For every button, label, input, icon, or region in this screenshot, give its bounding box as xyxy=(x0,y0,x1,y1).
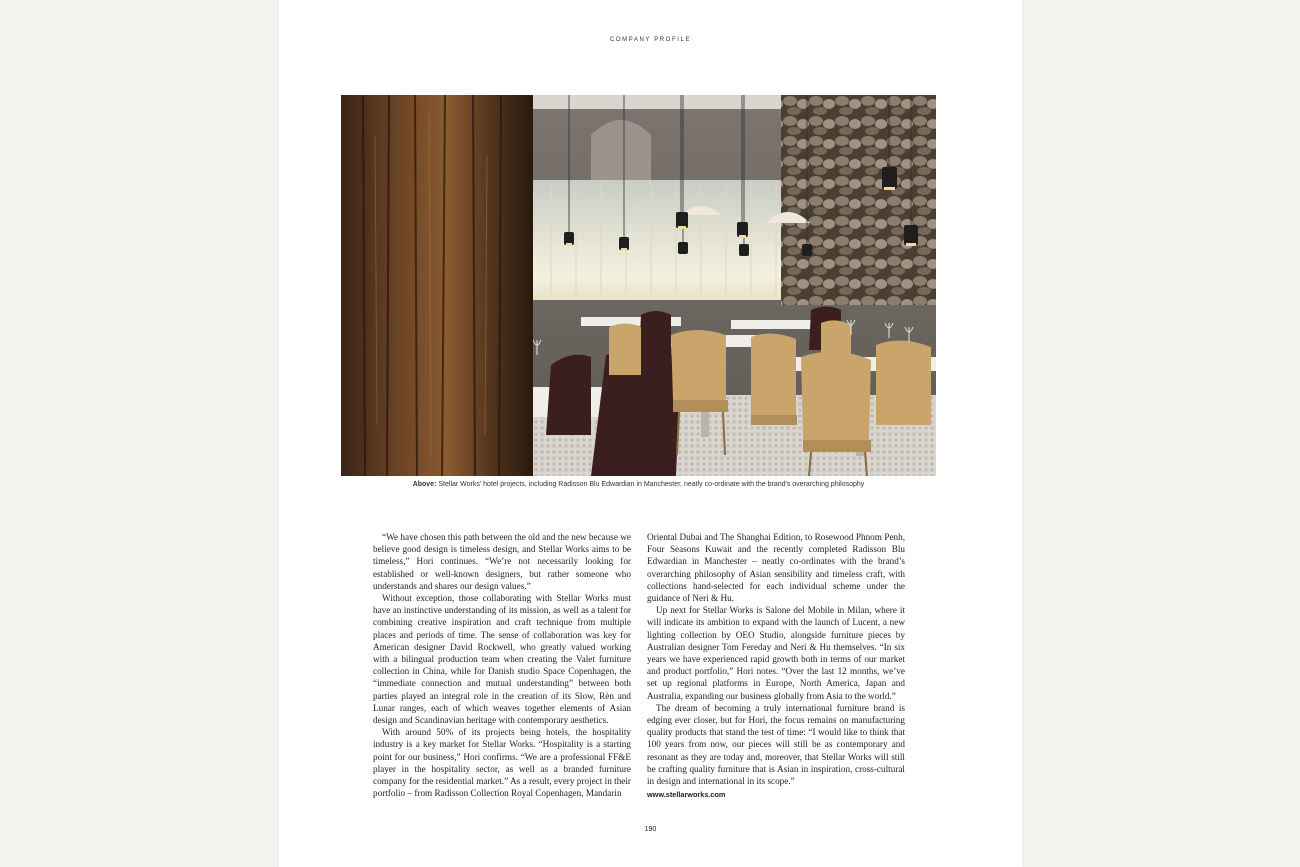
paragraph: With around 50% of its projects being hotels, the hospitality industry is a key market for Stellar Works. “Hospitality is a starting point for our business,” Hori confirms. “We are a professional FF&E player in the hospitality sector, as well as a branded furniture company for the residential market.” As a result, every project in their portfolio – from Radisson Collection Royal Copenhagen, Mandarin xyxy=(373,727,631,799)
restaurant-photo xyxy=(341,95,936,476)
page-number: 190 xyxy=(644,826,657,833)
caption-text: Stellar Works' hotel projects, including Radisson Blu Edwardian in Manchester, neatly co-ordinate with the brand's overarching philosophy xyxy=(438,481,865,488)
article-column-1 xyxy=(373,531,631,799)
paragraph: Oriental Dubai and The Shanghai Edition, to Rosewood Phnom Penh, Four Seasons Kuwait and the recently completed Radisson Blu Edwardian in Manchester – neatly co-ordinates with the brand’s overarching philosophy of Asian sensibility and timeless craft, with collections hand-selected for each individual scheme under the guidance of Neri & Hu. xyxy=(647,532,905,604)
website-link[interactable]: www.stellarworks.com xyxy=(647,790,726,800)
article-column-2 xyxy=(647,531,905,801)
caption-label: Above: xyxy=(412,481,437,488)
magazine-page xyxy=(279,0,1022,867)
paragraph: Without exception, those collaborating with Stellar Works must have an instinctive understanding of its mission, as well as a talent for combining creative inspiration and craft technique from multiple places and periods of time. The sense of collaboration was key for American designer David Rockwell, who greatly valued working with a bilingual production team when creating the Valet furniture collection in China, while for Danish studio Space Copenhagen, the “immediate connection and mutual understanding” between both parties played an integral role in the creation of its Slow, Rèn and Lunar ranges, each of which weaves together elements of Asian design and Scandinavian heritage with contemporary aesthetics. xyxy=(373,593,631,726)
paragraph: “We have chosen this path between the old and the new because we believe good design is timeless design, and Stellar Works aims to be timeless,” Hori continues. “We’re not necessarily looking for established or well-known designers, but rather someone who understands and shares our design values.” xyxy=(373,532,631,591)
section-label: COMPANY PROFILE xyxy=(609,37,692,43)
paragraph: Up next for Stellar Works is Salone del Mobile in Milan, where it will indicate its ambition to expand with the launch of Lucent, a new lighting collection by OEO Studio, alongside furniture pieces by Australian designer Tom Fereday and Neri & Hu themselves. “In six years we have experienced rapid growth both in terms of our market and product portfolio,” Hori notes. “Over the last 12 months, we’ve set up regional platforms in Europe, North America, Japan and Australia, expanding our business globally from Asia to the world.” xyxy=(647,605,905,701)
paragraph: The dream of becoming a truly international furniture brand is edging ever closer, but for Hori, the focus remains on manufacturing quality products that stand the test of time: “I would like to think that 100 years from now, our pieces will still be as contemporary and resonant as they are today and, moreover, that Stellar Works will still be crafting quality furniture that is Asian in inspiration, cross-cultural in design and international in its scope.” xyxy=(647,702,905,787)
photo-caption xyxy=(341,481,936,488)
